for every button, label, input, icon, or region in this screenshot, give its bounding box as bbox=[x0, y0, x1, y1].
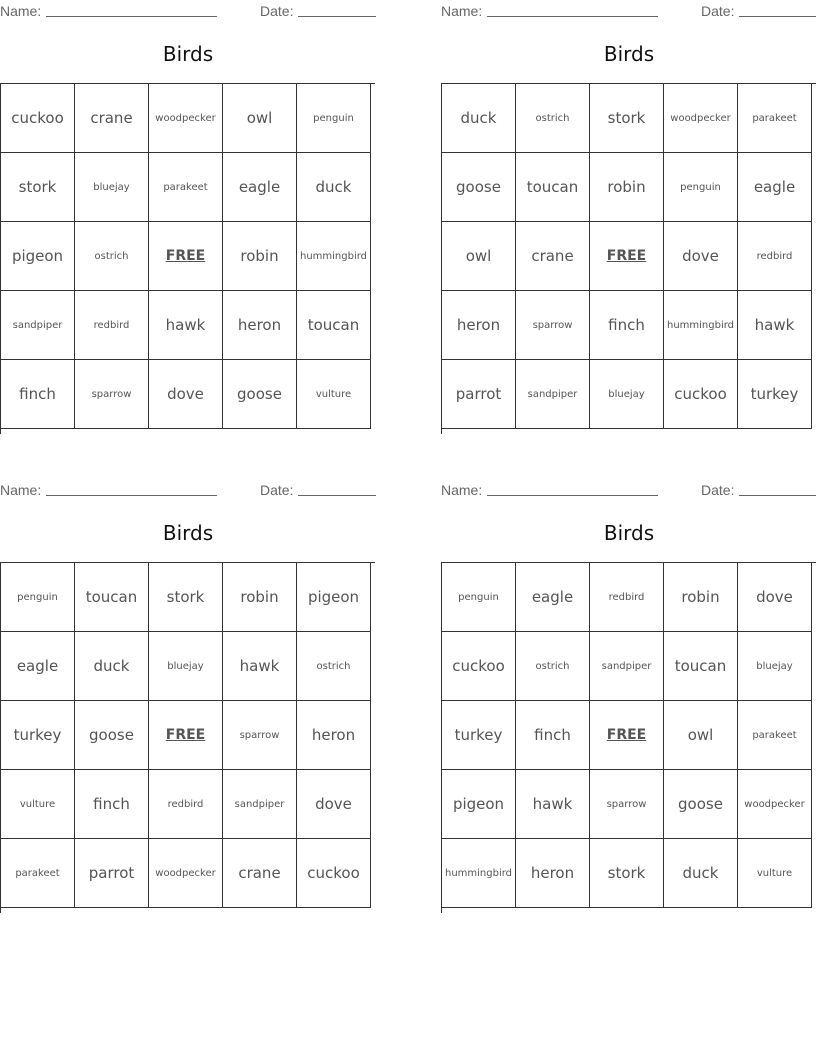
bingo-card-2 bbox=[441, 0, 816, 432]
bingo-cell: heron bbox=[297, 701, 371, 770]
bingo-cell: goose bbox=[442, 153, 516, 222]
date-blank bbox=[739, 495, 816, 496]
bingo-cell: parakeet bbox=[1, 839, 75, 908]
bingo-cell: heron bbox=[516, 839, 590, 908]
bingo-cell: turkey bbox=[1, 701, 75, 770]
bingo-cell: crane bbox=[516, 222, 590, 291]
bingo-cell: ostrich bbox=[297, 632, 371, 701]
free-space-cell: FREE bbox=[149, 701, 223, 770]
bingo-cell: pigeon bbox=[297, 563, 371, 632]
bingo-card-3 bbox=[0, 479, 376, 911]
date-blank bbox=[739, 16, 816, 17]
name-date-row bbox=[0, 1, 376, 21]
bingo-cell: toucan bbox=[516, 153, 590, 222]
date-blank bbox=[298, 16, 376, 17]
bingo-cell: ostrich bbox=[75, 222, 149, 291]
free-space-cell: FREE bbox=[590, 701, 664, 770]
name-label: Name: bbox=[0, 3, 42, 19]
bingo-grid bbox=[0, 562, 375, 913]
bingo-cell: cuckoo bbox=[297, 839, 371, 908]
bingo-cell: hummingbird bbox=[442, 839, 516, 908]
bingo-cell: robin bbox=[223, 222, 297, 291]
bingo-cell: pigeon bbox=[442, 770, 516, 839]
bingo-cell: cuckoo bbox=[442, 632, 516, 701]
bingo-grid bbox=[441, 562, 816, 913]
bingo-cell: cuckoo bbox=[664, 360, 738, 429]
bingo-cell: goose bbox=[664, 770, 738, 839]
bingo-cell: duck bbox=[75, 632, 149, 701]
bingo-cell: duck bbox=[442, 84, 516, 153]
bingo-cell: sparrow bbox=[223, 701, 297, 770]
bingo-cell: robin bbox=[664, 563, 738, 632]
bingo-cell: hawk bbox=[149, 291, 223, 360]
bingo-cell: stork bbox=[590, 84, 664, 153]
bingo-cell: toucan bbox=[664, 632, 738, 701]
bingo-cell: owl bbox=[442, 222, 516, 291]
bingo-cell: turkey bbox=[442, 701, 516, 770]
bingo-cell: goose bbox=[223, 360, 297, 429]
bingo-cell: redbird bbox=[149, 770, 223, 839]
bingo-cell: woodpecker bbox=[738, 770, 812, 839]
bingo-cell: redbird bbox=[590, 563, 664, 632]
name-label: Name: bbox=[441, 3, 483, 19]
bingo-cell: vulture bbox=[297, 360, 371, 429]
name-date-row bbox=[0, 480, 376, 500]
bingo-cell: woodpecker bbox=[149, 84, 223, 153]
bingo-cell: finch bbox=[516, 701, 590, 770]
free-space-cell: FREE bbox=[590, 222, 664, 291]
bingo-cell: crane bbox=[75, 84, 149, 153]
bingo-cell: parrot bbox=[75, 839, 149, 908]
name-date-row bbox=[441, 480, 816, 500]
bingo-card-1 bbox=[0, 0, 376, 432]
bingo-cell: owl bbox=[223, 84, 297, 153]
bingo-cell: bluejay bbox=[75, 153, 149, 222]
bingo-cell: finch bbox=[1, 360, 75, 429]
bingo-cell: sandpiper bbox=[516, 360, 590, 429]
date-label: Date: bbox=[701, 3, 735, 19]
bingo-cell: ostrich bbox=[516, 632, 590, 701]
bingo-cell: pigeon bbox=[1, 222, 75, 291]
bingo-cell: vulture bbox=[1, 770, 75, 839]
bingo-cell: robin bbox=[590, 153, 664, 222]
name-label: Name: bbox=[0, 482, 42, 498]
card-title: Birds bbox=[162, 42, 214, 66]
bingo-cell: stork bbox=[1, 153, 75, 222]
bingo-cell: bluejay bbox=[590, 360, 664, 429]
bingo-grid bbox=[441, 83, 816, 434]
name-blank bbox=[46, 495, 217, 496]
name-blank bbox=[487, 16, 658, 17]
bingo-cell: crane bbox=[223, 839, 297, 908]
date-label: Date: bbox=[260, 3, 294, 19]
bingo-cell: dove bbox=[738, 563, 812, 632]
bingo-cell: stork bbox=[590, 839, 664, 908]
name-blank bbox=[46, 16, 217, 17]
bingo-grid bbox=[0, 83, 375, 434]
bingo-cell: heron bbox=[442, 291, 516, 360]
name-date-row bbox=[441, 1, 816, 21]
bingo-cell: sparrow bbox=[590, 770, 664, 839]
bingo-cell: robin bbox=[223, 563, 297, 632]
bingo-cell: hummingbird bbox=[664, 291, 738, 360]
bingo-cell: finch bbox=[75, 770, 149, 839]
bingo-cell: penguin bbox=[297, 84, 371, 153]
bingo-cell: sandpiper bbox=[590, 632, 664, 701]
bingo-cell: goose bbox=[75, 701, 149, 770]
bingo-cell: cuckoo bbox=[1, 84, 75, 153]
bingo-cell: owl bbox=[664, 701, 738, 770]
bingo-cell: ostrich bbox=[516, 84, 590, 153]
bingo-cell: parakeet bbox=[738, 701, 812, 770]
bingo-cell: hawk bbox=[223, 632, 297, 701]
bingo-cell: redbird bbox=[738, 222, 812, 291]
bingo-cell: bluejay bbox=[738, 632, 812, 701]
bingo-cell: duck bbox=[297, 153, 371, 222]
bingo-cell: woodpecker bbox=[149, 839, 223, 908]
bingo-cell: hummingbird bbox=[297, 222, 371, 291]
bingo-cell: hawk bbox=[738, 291, 812, 360]
bingo-card-4 bbox=[441, 479, 816, 911]
bingo-cell: redbird bbox=[75, 291, 149, 360]
bingo-cell: parrot bbox=[442, 360, 516, 429]
bingo-cell: eagle bbox=[223, 153, 297, 222]
bingo-cell: eagle bbox=[1, 632, 75, 701]
date-label: Date: bbox=[701, 482, 735, 498]
bingo-cell: penguin bbox=[1, 563, 75, 632]
bingo-cell: dove bbox=[297, 770, 371, 839]
bingo-cell: eagle bbox=[516, 563, 590, 632]
bingo-cell: penguin bbox=[664, 153, 738, 222]
bingo-cell: toucan bbox=[297, 291, 371, 360]
bingo-cell: sandpiper bbox=[1, 291, 75, 360]
card-title: Birds bbox=[162, 521, 214, 545]
bingo-cell: sparrow bbox=[516, 291, 590, 360]
name-blank bbox=[487, 495, 658, 496]
bingo-cell: turkey bbox=[738, 360, 812, 429]
bingo-cell: sandpiper bbox=[223, 770, 297, 839]
card-title: Birds bbox=[603, 521, 655, 545]
card-title: Birds bbox=[603, 42, 655, 66]
bingo-cell: sparrow bbox=[75, 360, 149, 429]
bingo-cell: eagle bbox=[738, 153, 812, 222]
bingo-cell: bluejay bbox=[149, 632, 223, 701]
bingo-cell: stork bbox=[149, 563, 223, 632]
bingo-cell: heron bbox=[223, 291, 297, 360]
bingo-cell: hawk bbox=[516, 770, 590, 839]
bingo-cell: dove bbox=[149, 360, 223, 429]
bingo-cell: penguin bbox=[442, 563, 516, 632]
bingo-cell: parakeet bbox=[149, 153, 223, 222]
bingo-cell: parakeet bbox=[738, 84, 812, 153]
free-space-cell: FREE bbox=[149, 222, 223, 291]
bingo-cell: woodpecker bbox=[664, 84, 738, 153]
name-label: Name: bbox=[441, 482, 483, 498]
date-label: Date: bbox=[260, 482, 294, 498]
date-blank bbox=[298, 495, 376, 496]
bingo-cell: vulture bbox=[738, 839, 812, 908]
bingo-cell: duck bbox=[664, 839, 738, 908]
bingo-cell: dove bbox=[664, 222, 738, 291]
bingo-cell: toucan bbox=[75, 563, 149, 632]
bingo-cell: finch bbox=[590, 291, 664, 360]
